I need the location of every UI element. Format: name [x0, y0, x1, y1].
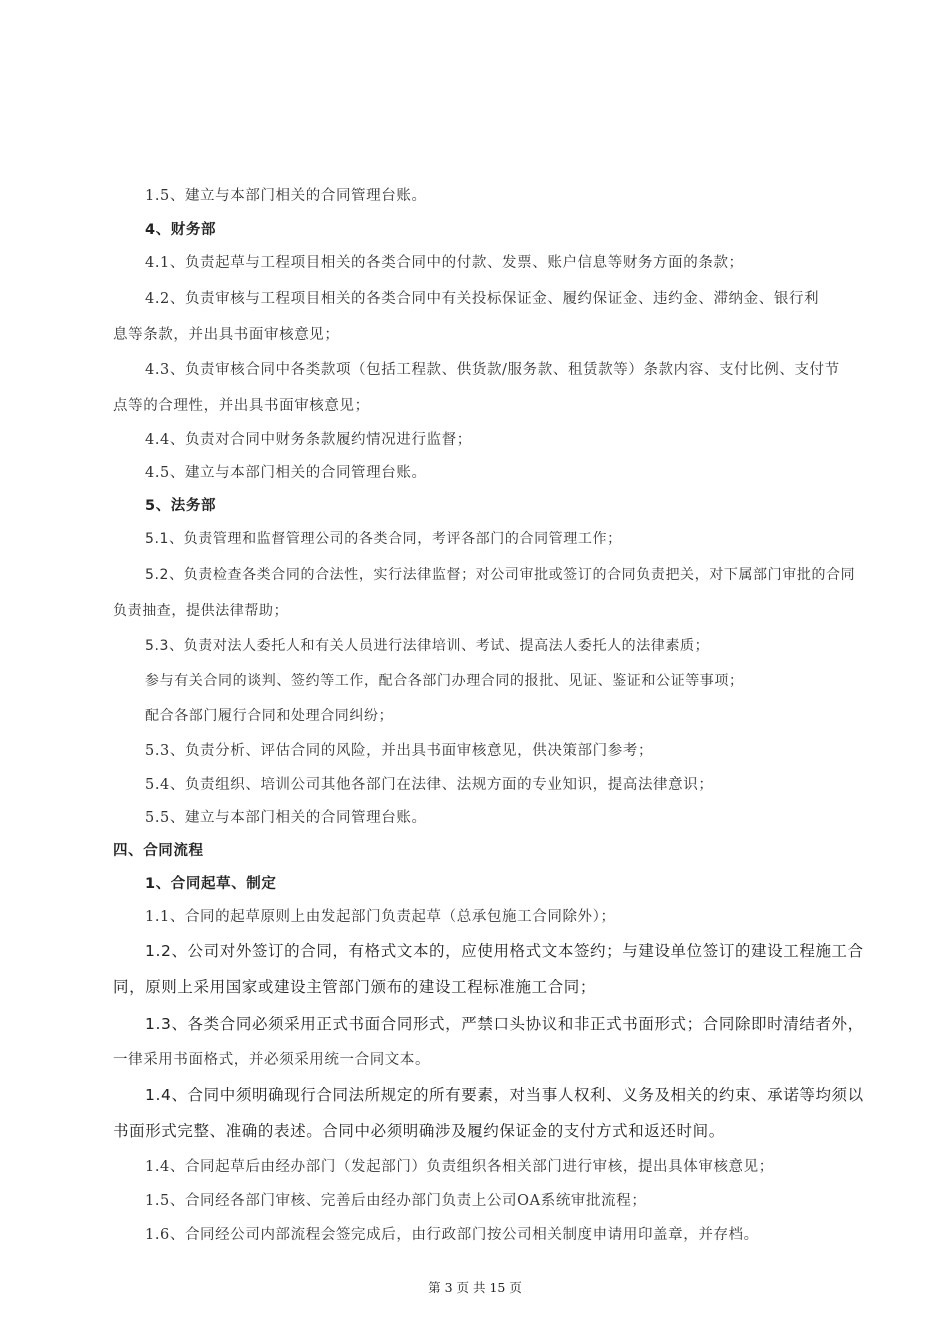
- clause-4-3-line-2: 点等的合理性，并出具书面审核意见；: [113, 398, 370, 414]
- chapter-heading-contract-process: 四、合同流程: [113, 843, 204, 859]
- page-number-footer: 第 3 页 共 15 页: [428, 1280, 522, 1295]
- clause-1-4-line-2: 书面形式完整、准确的表述。合同中必须明确涉及履约保证金的支付方式和返还时间。: [113, 1122, 725, 1140]
- clause-4-3-line-1: 4.3、负责审核合同中各类款项（包括工程款、供货款/服务款、租赁款等）条款内容、支付比例、支付节: [145, 362, 840, 378]
- clause-1-1: 1.1、合同的起草原则上由发起部门负责起草（总承包施工合同除外）；: [145, 909, 616, 925]
- clause-5-1: 5.1、负责管理和监督管理公司的各类合同，考评各部门的合同管理工作；: [145, 531, 622, 547]
- clause-1-2-line-1: 1.2、公司对外签订的合同，有格式文本的，应使用格式文本签约；与建设单位签订的建设工程施工合: [145, 942, 864, 960]
- section-heading-finance: 4、财务部: [145, 222, 217, 238]
- clause-1-5-oa: 1.5、合同经各部门审核、完善后由经办部门负责上公司OA系统审批流程；: [145, 1193, 647, 1209]
- clause-5-3-a: 5.3、负责对法人委托人和有关人员进行法律培训、考试、提高法人委托人的法律素质；: [145, 638, 710, 654]
- section-heading-legal: 5、法务部: [145, 498, 217, 514]
- clause-1-6: 1.6、合同经公司内部流程会签完成后，由行政部门按公司相关制度申请用印盖章，并存档。: [145, 1227, 759, 1243]
- clause-1-2-line-2: 同，原则上采用国家或建设主管部门颁布的建设工程标准施工合同；: [113, 978, 597, 996]
- clause-4-5: 4.5、建立与本部门相关的合同管理台账。: [145, 465, 427, 481]
- clause-4-2-line-1: 4.2、负责审核与工程项目相关的各类合同中有关投标保证金、履约保证金、违约金、滞纳金、银行利: [145, 291, 820, 307]
- clause-5-2-line-1: 5.2、负责检查各类合同的合法性，实行法律监督；对公司审批或签订的合同负责把关，对下属部门审批的合同: [145, 567, 856, 583]
- clause-5-4: 5.4、负责组织、培训公司其他各部门在法律、法规方面的专业知识，提高法律意识；: [145, 777, 714, 793]
- clause-1-3-line-2: 一律采用书面格式，并必须采用统一合同文本。: [113, 1052, 431, 1068]
- clause-5-5: 5.5、建立与本部门相关的合同管理台账。: [145, 810, 427, 826]
- clause-1-4-review: 1.4、合同起草后由经办部门（发起部门）负责组织各相关部门进行审核，提出具体审核意见；: [145, 1159, 774, 1175]
- section-heading-drafting: 1、合同起草、制定: [145, 876, 277, 892]
- clause-1-4-line-1: 1.4、合同中须明确现行合同法所规定的所有要素，对当事人权利、义务及相关的约束、承诺等均须以: [145, 1086, 864, 1104]
- clause-4-1: 4.1、负责起草与工程项目相关的各类合同中的付款、发票、账户信息等财务方面的条款；: [145, 255, 744, 271]
- clause-4-2-line-2: 息等条款，并出具书面审核意见；: [113, 327, 340, 343]
- clause-5-3-c: 配合各部门履行合同和处理合同纠纷；: [145, 708, 394, 724]
- clause-1-5: 1.5、建立与本部门相关的合同管理台账。: [145, 188, 427, 204]
- clause-4-4: 4.4、负责对合同中财务条款履约情况进行监督；: [145, 432, 472, 448]
- clause-5-3-b: 参与有关合同的谈判、签约等工作，配合各部门办理合同的报批、见证、鉴证和公证等事项；: [145, 673, 744, 689]
- clause-5-2-line-2: 负责抽查，提供法律帮助；: [113, 603, 289, 619]
- clause-1-3-line-1: 1.3、各类合同必须采用正式书面合同形式，严禁口头协议和非正式书面形式；合同除即时清结者外，: [145, 1015, 864, 1033]
- clause-5-3-risk: 5.3、负责分析、评估合同的风险，并出具书面审核意见，供决策部门参考；: [145, 743, 654, 759]
